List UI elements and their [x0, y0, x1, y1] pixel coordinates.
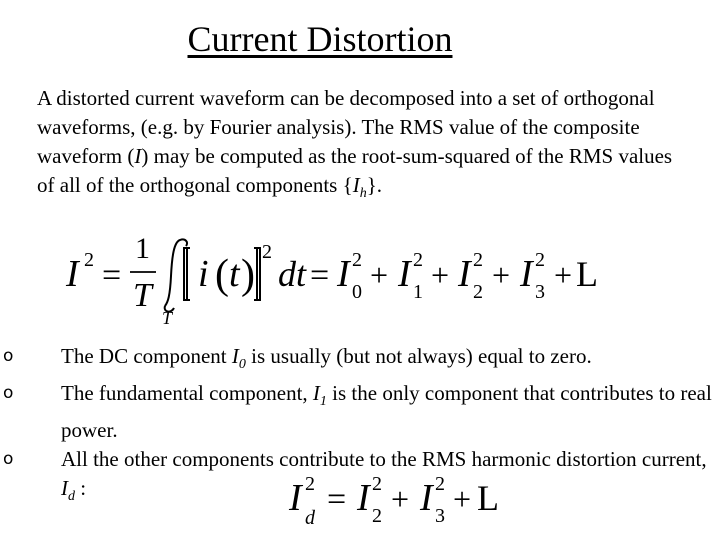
eq1-term-3-exp: 2 — [535, 249, 545, 271]
eq1-lhs-exp: 2 — [84, 249, 94, 271]
eq1-left-paren: ( — [215, 252, 229, 298]
eq2-ellipsis: L — [477, 478, 499, 518]
eq1-term-1-exp: 2 — [413, 249, 423, 271]
eq1-integrand: i — [198, 253, 209, 295]
intro-text-3: }. — [366, 173, 383, 197]
eq2-term-2-sub: 2 — [372, 505, 382, 527]
eq1-denominator: T — [133, 277, 152, 314]
eq2-lhs-exp: 2 — [305, 474, 315, 495]
intro-var-I: I — [134, 144, 142, 168]
bullet-text-post: is usually (but not always) equal to zero. — [245, 344, 592, 368]
eq2-term-3-exp: 2 — [435, 474, 445, 495]
eq1-term-2-sub: 2 — [473, 281, 483, 303]
eq1-integral-limit: T — [162, 308, 173, 328]
rms-equation — [58, 236, 618, 332]
intro-var-Ih-base: I — [352, 173, 360, 197]
eq1-plus-3: + — [492, 257, 511, 293]
bullet-text-pre: The DC component — [61, 344, 232, 368]
distortion-equation — [283, 474, 513, 528]
eq2-lhs: I — [289, 477, 302, 519]
bullet-var: I — [231, 344, 239, 368]
intro-var-Ih — [352, 173, 367, 202]
bullet-var-sub: 0 — [238, 357, 246, 373]
eq2-term-3-sub: 3 — [435, 505, 445, 527]
bullet-dc-component — [0, 342, 720, 379]
intro-text-2: ) may be computed as the root-sum-squared of the RMS values of all of the orthogonal components { — [37, 144, 673, 197]
bullet-text-post: is the only component that contributes to real power. — [61, 381, 712, 443]
slide-title: Current Distortion — [187, 19, 453, 59]
eq2-plus-1: + — [391, 481, 410, 517]
bullet-text-pre: The fundamental component, — [61, 381, 313, 406]
eq2-term-2: I — [357, 477, 370, 519]
eq1-numerator: 1 — [135, 236, 150, 265]
eq1-left-bracket — [184, 248, 190, 300]
bullet-marker: o — [3, 449, 14, 470]
eq2-term-3: I — [420, 477, 433, 519]
eq1-term-0: I — [337, 253, 350, 295]
eq2-equals: = — [327, 481, 347, 518]
intro-paragraph — [37, 84, 677, 208]
eq2-term-2-exp: 2 — [372, 474, 382, 495]
bullet-fundamental-component — [0, 379, 720, 445]
bullet-var: I — [312, 381, 320, 406]
eq1-term-0-exp: 2 — [352, 249, 362, 271]
eq2-plus-2: + — [453, 481, 472, 517]
eq1-lhs: I — [66, 253, 79, 295]
bullet-var-sub: d — [68, 489, 75, 505]
bullet-marker: o — [3, 346, 14, 366]
eq2-lhs-sub: d — [305, 507, 315, 528]
eq1-term-1: I — [398, 253, 411, 295]
eq1-right-paren: ) — [241, 252, 255, 298]
eq1-term-2: I — [458, 253, 471, 295]
eq1-term-3-sub: 3 — [535, 281, 545, 303]
eq1-dt: dt — [278, 254, 307, 294]
eq1-equals-2: = — [310, 257, 330, 294]
eq1-ellipsis: L — [576, 254, 598, 294]
bullet-text-pre: All the other components contribute to the RMS harmonic distortion current, — [61, 447, 707, 472]
eq1-equals: = — [102, 257, 122, 294]
bullet-text-post: : — [75, 476, 87, 501]
eq1-plus-1: + — [370, 257, 389, 293]
eq1-plus-2: + — [431, 257, 450, 293]
eq1-term-2-exp: 2 — [473, 249, 483, 271]
bullet-var-sub: 1 — [319, 394, 327, 410]
eq1-arg: t — [229, 253, 240, 295]
eq1-plus-4: + — [554, 257, 573, 293]
bullet-var: I — [61, 476, 68, 501]
eq1-bracket-exp: 2 — [262, 241, 272, 263]
eq1-term-1-sub: 1 — [413, 281, 423, 303]
eq1-term-0-sub: 0 — [352, 281, 362, 303]
eq1-term-3: I — [520, 253, 533, 295]
intro-var-Ih-sub: h — [359, 186, 367, 202]
bullet-marker: o — [3, 383, 14, 404]
intro-text-1: A distorted current waveform can be decomposed into a set of orthogonal waveforms, (e.g. by Fourier analysis). The RMS value of the composite waveform ( — [37, 86, 655, 168]
